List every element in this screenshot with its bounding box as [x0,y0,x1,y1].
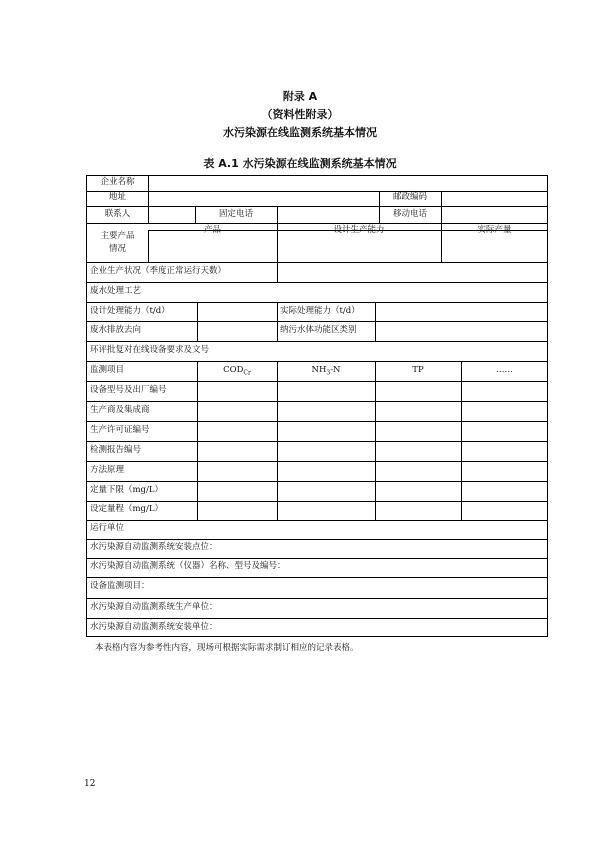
table-title: 表 A.1 水污染源在线监测系统基本情况 [203,157,397,170]
label-install-location: 水污染源自动监测系统安装点位： [90,542,218,552]
label-tp: TP [412,365,424,375]
label-lower-limit: 定量下限（mg/L） [90,485,164,495]
label-device-model: 设备型号及出厂编号 [90,385,167,395]
label-design-capacity: 设计生产能力 [333,225,385,235]
label-monitoring-item: 监测项目 [90,365,125,375]
label-actual-output: 实际产量 [477,225,512,235]
label-actual-treatment: 实际处理能力（t/d） [280,306,360,316]
label-product: 产品 [203,225,221,235]
label-ellipsis: …… [496,365,513,375]
label-wastewater-process: 废水处理工艺 [90,286,142,296]
label-address: 地址 [108,192,126,202]
label-nh3n: $NH_3-N$ [311,365,341,377]
label-method-principle: 方法原理 [90,465,125,475]
appendix-title: 水污染源在线监测系统基本情况 [223,126,377,139]
label-mobile: 移动电话 [392,209,427,219]
label-design-treatment: 设计处理能力（t/d） [90,306,170,316]
label-range: 设定量程（mg/L） [90,504,164,514]
label-operator: 运行单位 [90,523,125,533]
label-discharge-direction: 废水排放去向 [90,325,142,335]
label-system-installer: 水污染源自动监测系统安装单位： [90,622,218,632]
label-postcode: 邮政编码 [392,192,427,202]
appendix-label: 附录 A [282,90,318,103]
label-eia-approval: 环评批复对在线设备要求及文号 [90,345,210,355]
info-table [86,175,548,637]
label-main-products-1: 主要产品 [100,231,135,241]
label-enterprise-name: 企业名称 [100,177,135,187]
label-cod: $COD_{Cr}$ [223,365,251,377]
label-contact: 联系人 [104,209,131,219]
label-receiving-water: 纳污水体功能区类别 [280,325,357,335]
label-production-license: 生产许可证编号 [90,425,150,435]
label-manufacturer: 生产商及集成商 [90,405,150,415]
page-number: 12 [84,779,96,789]
appendix-nature: （资料性附录） [261,108,339,121]
label-production-status: 企业生产状况（季度正常运行天数） [90,266,227,276]
table-note: 本表格内容为参考性内容，现场可根据实际需求制订相应的记录表格。 [95,643,359,653]
label-system-producer: 水污染源自动监测系统生产单位： [90,602,218,612]
label-device-items: 设备监测项目： [90,581,150,591]
label-test-report: 检测报告编号 [90,445,142,455]
label-landline: 固定电话 [218,209,253,219]
label-instrument-info: 水污染源自动监测系统（仪器）名称、型号及编号： [90,561,286,571]
label-main-products-2: 情况 [108,244,126,254]
